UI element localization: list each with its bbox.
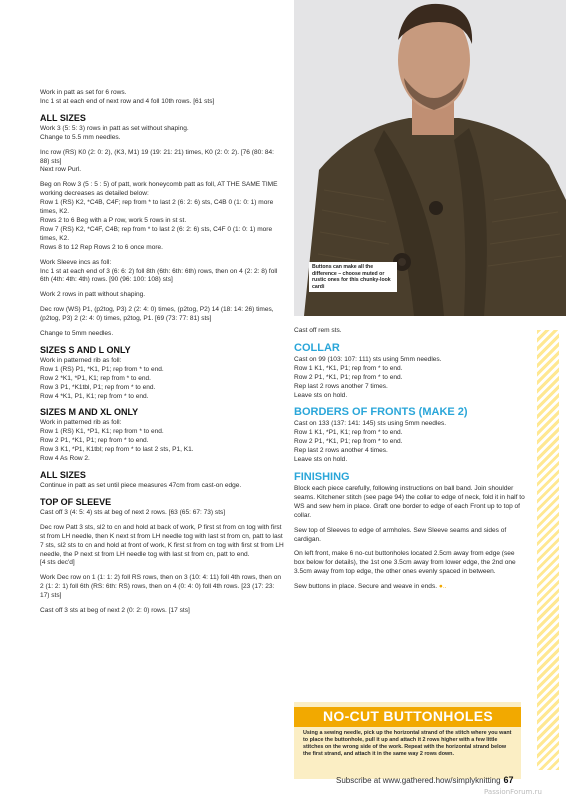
instruction-text: Next row Purl. xyxy=(40,166,82,174)
photo-caption: Buttons can make all the difference – choose muted or rustic ones for this chunky-look cardi xyxy=(309,262,397,292)
end-marker-icon: ●.. xyxy=(438,583,447,591)
instruction-text: Row 2 P1, *K1, P1; rep from * to end. xyxy=(294,373,403,381)
instruction-text: Row 1 K1, *P1, K1; rep from * to end. xyxy=(294,429,403,437)
section-heading: SIZES M AND XL ONLY xyxy=(40,407,139,418)
subscribe-link[interactable]: Subscribe at www.gathered.how/simplyknitting xyxy=(336,776,501,785)
instruction-text: Cast off 3 (4: 5: 4) sts at beg of next 2 rows. [63 (65: 67: 73) sts] xyxy=(40,508,226,516)
page-number: 67 xyxy=(503,775,514,785)
section-heading: FINISHING xyxy=(294,470,350,483)
instruction-text: Work in patt as set for 6 rows. xyxy=(40,89,127,96)
instruction-text: Block each piece carefully, following instructions on ball band. Join shoulder seams. Kitchener stitch (see page 94) the collar to edge of neck, fold it in half to WS and sew hem in place. Graft one border to edge of each Front up to top of collar. xyxy=(294,484,525,519)
instruction-text: Cast on 133 (137: 141: 145) sts using 5mm needles. xyxy=(294,420,447,428)
section-heading: COLLAR xyxy=(294,341,340,354)
instruction-text: Row 1 (RS) K1, *P1, K1; rep from * to end. xyxy=(40,428,164,436)
instruction-text: Leave sts on hold. xyxy=(294,391,348,399)
instruction-text: Row 1 (RS) P1, *K1, P1; rep from * to end. xyxy=(40,365,164,373)
instruction-text xyxy=(294,583,526,592)
instruction-text: Continue in patt as set until piece measures 47cm from cast-on edge. xyxy=(40,482,242,489)
instruction-text: Row 2 P1, *K1, P1; rep from * to end. xyxy=(40,437,149,445)
section-heading: SIZES S AND L ONLY xyxy=(40,344,131,355)
instruction-text: Work Sleeve incs as foll: xyxy=(40,258,112,266)
instruction-text: Row 2 *K1, *P1, K1; rep from * to end. xyxy=(40,374,151,382)
section-heading: TOP OF SLEEVE xyxy=(40,496,112,507)
instruction-text: Change to 5mm needles. xyxy=(40,330,114,338)
instruction-text: Cast off rem sts. xyxy=(294,327,342,334)
instruction-text: [4 sts dec'd] xyxy=(40,559,75,567)
instruction-text: Sew top of Sleeves to edge of armholes. Sew Sleeve seams and sides of cardigan. xyxy=(294,526,507,543)
instruction-text: Row 7 (RS) K2, *C4F, C4B; rep from * to last 2 (6: 2: 6) sts, C4F 0 (1: 0: 1) more times, K2. xyxy=(40,225,273,242)
section-heading: BORDERS OF FRONTS (MAKE 2) xyxy=(294,406,468,419)
instruction-text: Leave sts on hold. xyxy=(294,456,348,464)
instruction-text: Work Dec row on 1 (1: 1: 2) foll RS rows, then on 3 (10: 4: 11) foll 4th rows, then on 2 (1: 2: 1) foll 6th (RS: 6th: RS) rows, then on 4 (0: 4: 0) foll 4th rows. [23 (17: 23: 17) sts] xyxy=(40,574,282,600)
instruction-text: Cast on 99 (103: 107: 111) sts using 5mm needles. xyxy=(294,355,442,363)
tip-title: NO-CUT BUTTONHOLES xyxy=(322,708,494,724)
instruction-text: Beg on Row 3 (5 : 5 : 5) of patt, work honeycomb patt as foll, AT THE SAME TIME working decreases as detailed below: xyxy=(40,181,278,198)
instruction-text: Row 4 As Row 2. xyxy=(40,455,90,463)
instruction-text: Row 1 (RS) K2, *C4B, C4F; rep from * to last 2 (6: 2: 6) sts, C4B 0 (1: 0: 1) more times, K2. xyxy=(40,199,274,216)
instruction-text: Change to 5.5 mm needles. xyxy=(40,133,121,141)
instruction-text: Inc 1 st at each end of next row and 4 foll 10th rows. [61 sts] xyxy=(40,97,215,105)
decorative-stripe xyxy=(537,330,559,770)
instruction-text: On left front, make 6 no-cut buttonholes located 2.5cm away from edge (see box below for details), the 1st one 3.5cm away from lower edge, the 2nd one 3.5cm away from top edge, the other ones evenly spaced in between. xyxy=(294,550,516,576)
right-column xyxy=(294,327,526,598)
instruction-text: Work in patterned rib as foll: xyxy=(40,419,122,427)
section-heading: ALL SIZES xyxy=(40,112,86,123)
instruction-text: Inc row (RS) K0 (2: 0: 2), (K3, M1) 19 (19: 21: 21) times, K0 (2: 0: 2). [76 (80: 84: 88) sts] xyxy=(40,148,274,165)
instruction-text: Rep last 2 rows another 7 times. xyxy=(294,382,388,390)
instruction-text: Row 2 P1, *K1, P1; rep from * to end. xyxy=(294,438,403,446)
page-footer xyxy=(336,775,514,785)
instruction-text: Cast off 3 sts at beg of next 2 (0: 2: 0) rows. [17 sts] xyxy=(40,607,190,615)
instruction-text: Work 3 (5: 5: 3) rows in patt as set without shaping. xyxy=(40,124,189,132)
instruction-text: Dec row Patt 3 sts, sl2 to cn and hold at back of work, P first st from cn tog with first st from LH needle, then K next st from LH needle tog with last st from cn, patt to last 7 sts, sl2 sts to cn and hold at front of work, K first st from cn tog with first st from LH needle, the P next st from LH needle tog with last st from cn, patt to end. xyxy=(40,523,284,558)
instruction-text: Row 3 K1, *P1, K1tbl; rep from * to last 2 sts, P1, K1. xyxy=(40,446,194,454)
tip-text: Using a sewing needle, pick up the horizontal strand of the stitch where you want to place the buttonhole, pull it up and attach it 2 rows higher with a few little stitches on the wrong side of the work. Repeat with the horizontal strand below the first strand, and attach it in the same way 2 rows down. xyxy=(303,730,512,758)
instruction-text: Work 2 rows in patt without shaping. xyxy=(40,291,146,299)
instruction-text: Inc 1 st at each end of 3 (6: 6: 2) foll 8th (6th: 6th: 6th) rows, then on 4 (2: 2: 8) foll 6th (4th: 4th: 4th) rows. [90 (96: 100: 108) sts] xyxy=(40,267,278,284)
instruction-text: Dec row (WS) P1, (p2tog, P3) 2 (2: 4: 0) times, (p2tog, P2) 14 (18: 14: 26) times, (p2tog, P3) 2 (2: 4: 0) times, p2tog, P1. [69 (73: 77: 81) sts] xyxy=(40,306,274,323)
instruction-text: Row 1 K1, *K1, P1; rep from * to end. xyxy=(294,364,403,372)
instruction-text: Work in patterned rib as foll: xyxy=(40,356,122,364)
instruction-text: Rep last 2 rows another 4 times. xyxy=(294,447,388,455)
left-column xyxy=(40,89,284,622)
instruction-text: Rows 2 to 6 Beg with a P row, work 5 rows in st st. xyxy=(40,216,187,224)
section-heading: ALL SIZES xyxy=(40,470,86,480)
instruction-text: Row 3 P1, *K1tbl, P1; rep from * to end. xyxy=(40,383,156,391)
instruction-text: Row 4 *K1, P1, K1; rep from * to end. xyxy=(40,392,149,400)
watermark: PassionForum.ru xyxy=(484,788,542,796)
instruction-text: Sew buttons in place. Secure and weave in ends. xyxy=(294,583,438,591)
instruction-text: Rows 8 to 12 Rep Rows 2 to 6 once more. xyxy=(40,243,163,251)
